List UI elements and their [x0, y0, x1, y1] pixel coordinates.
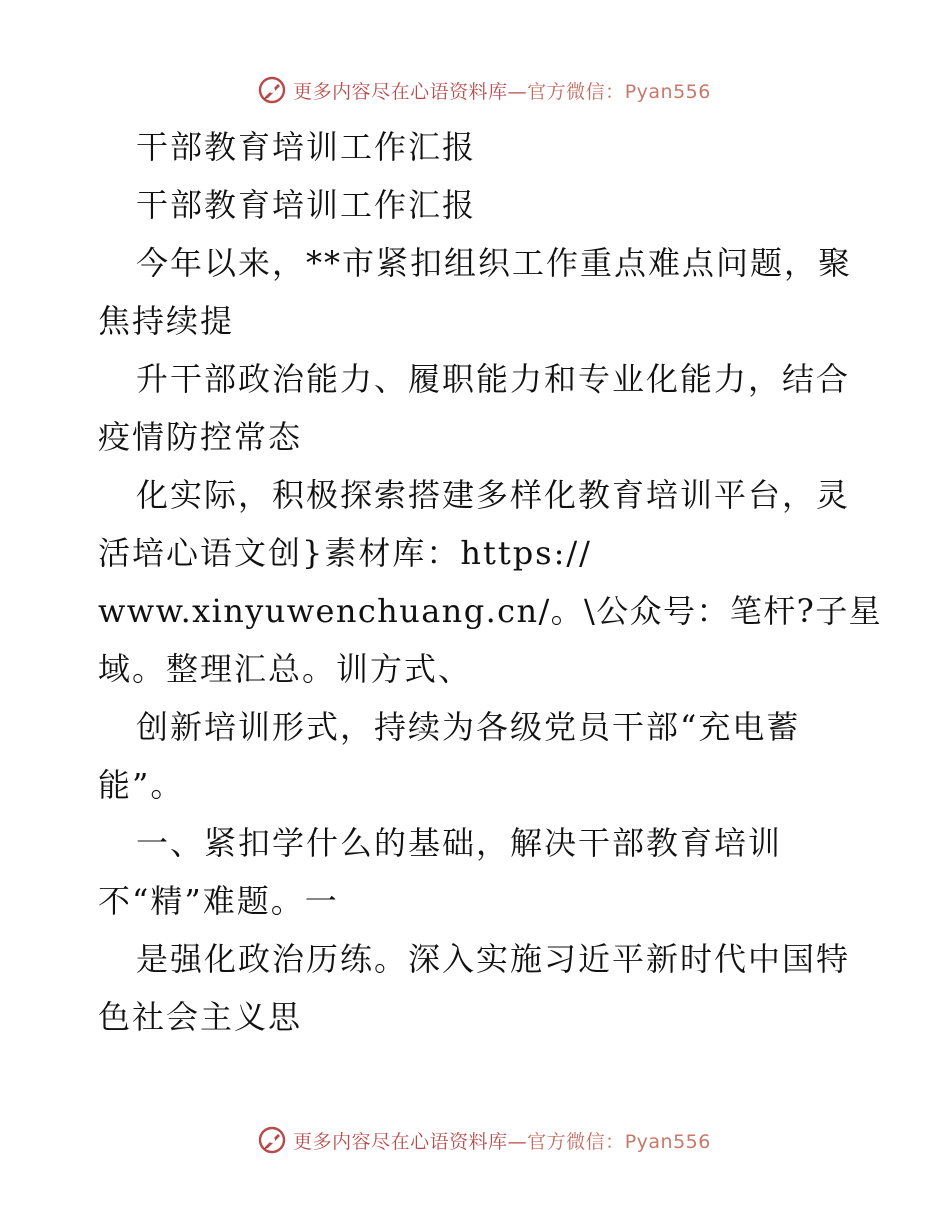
doc-line: 是强化政治历练。深入实施习近平新时代中国特 — [136, 940, 851, 978]
doc-line: 化实际，积极探索搭建多样化教育培训平台，灵 — [136, 476, 851, 514]
banner-dash: — — [507, 80, 528, 103]
doc-title-repeat: 干部教育培训工作汇报 — [136, 186, 477, 224]
doc-line: 创新培训形式，持续为各级党员干部“充电蓄 — [136, 708, 801, 746]
footer-banner — [0, 1120, 950, 1160]
header-banner — [0, 70, 950, 110]
doc-line: 活培心语文创}素材库：https:// — [98, 534, 592, 572]
doc-line: 焦持续提 — [98, 302, 235, 340]
banner-wechat-id: Pyan556 — [624, 80, 711, 103]
pen-logo-icon — [257, 1125, 287, 1155]
banner-text — [293, 77, 711, 104]
doc-title: 干部教育培训工作汇报 — [136, 128, 477, 166]
doc-line-url: www.xinyuwenchuang.cn/。\公众号：笔杆?子星 — [98, 592, 882, 630]
doc-line: 域。整理汇总。训方式、 — [98, 650, 473, 688]
banner-dash: — — [507, 1130, 528, 1153]
pen-logo-icon — [257, 75, 287, 105]
banner-wechat-label: 官方微信： — [527, 80, 625, 103]
banner-wechat-label: 官方微信： — [527, 1130, 625, 1153]
banner-main-text: 更多内容尽在心语资料库 — [293, 1130, 508, 1153]
banner-content — [257, 1125, 711, 1155]
banner-content — [257, 75, 711, 105]
doc-section-heading: 一、紧扣学什么的基础，解决干部教育培训 — [136, 824, 783, 862]
doc-line: 不“精”难题。一 — [98, 882, 339, 920]
doc-line: 今年以来，**市紧扣组织工作重点难点问题，聚 — [136, 244, 853, 282]
doc-line: 色社会主义思 — [98, 998, 303, 1036]
document-body — [98, 118, 882, 1046]
banner-text — [293, 1127, 711, 1154]
banner-wechat-id: Pyan556 — [624, 1130, 711, 1153]
doc-line: 疫情防控常态 — [98, 418, 303, 456]
doc-line: 能”。 — [98, 766, 185, 804]
banner-main-text: 更多内容尽在心语资料库 — [293, 80, 508, 103]
doc-line: 升干部政治能力、履职能力和专业化能力，结合 — [136, 360, 851, 398]
